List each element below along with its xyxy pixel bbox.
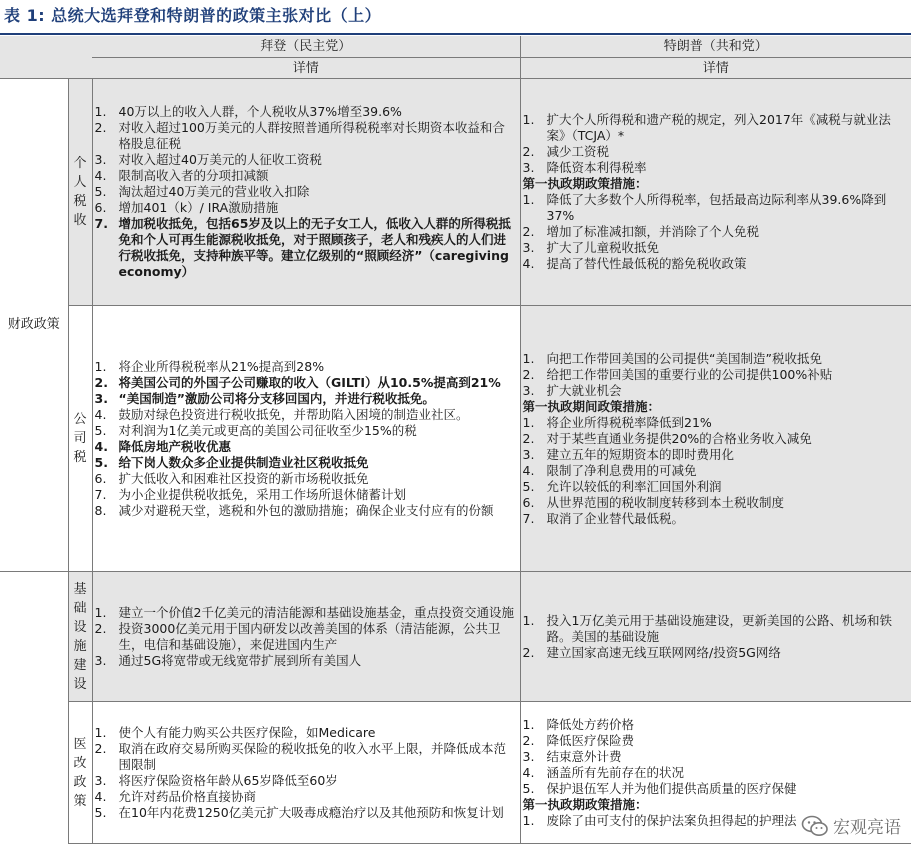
item-number: 5. <box>522 478 535 494</box>
section-row <box>0 79 911 306</box>
item-number: 2. <box>522 366 535 382</box>
list-item <box>522 112 908 144</box>
category-cell-empty <box>0 572 68 702</box>
list-item <box>94 620 516 653</box>
list-item <box>94 788 516 805</box>
item-number: 7. <box>94 486 107 502</box>
item-number: 3. <box>522 382 535 398</box>
item-text: 对收入超过100万美元的人群按照普通所得税税率对长期资本收益和合格股息征税 <box>118 120 505 151</box>
list-item <box>94 604 516 621</box>
item-number: 1. <box>522 192 535 207</box>
item-number: 1. <box>522 112 535 127</box>
item-number: 2. <box>522 644 535 660</box>
item-text: 向把工作带回美国的公司提供“美国制造”税收抵免 <box>546 350 822 366</box>
item-number: 4. <box>94 788 107 804</box>
section-label: 公司税 <box>68 306 92 572</box>
item-text: 将企业所得税税率从21%提高到28% <box>118 358 325 374</box>
item-text: 废除了由可支付的保护法案负担得起的护理法 <box>546 812 797 828</box>
item-text: 扩大个人所得税和遗产税的规定，列入2017年《减税与就业法案》（TCJA）* <box>546 112 891 143</box>
item-text: “美国制造”激励公司将分支移回国内，并进行税收抵免。 <box>118 390 435 406</box>
item-number: 1. <box>94 724 107 740</box>
item-number: 2. <box>522 732 535 748</box>
list-item <box>94 168 516 184</box>
item-text: 保护退伍军人并为他们提供高质量的医疗保健 <box>546 780 797 796</box>
list-item <box>522 224 908 240</box>
header-trump-detail: 详情 <box>520 58 911 79</box>
item-number: 4. <box>522 462 535 478</box>
trump-items <box>520 306 911 572</box>
item-number: 1. <box>522 414 535 430</box>
list-item <box>94 652 516 669</box>
item-number: 2. <box>94 620 107 636</box>
item-number: 6. <box>94 200 107 215</box>
item-text: 扩大了儿童税收抵免 <box>546 240 660 255</box>
item-number: 7. <box>522 510 535 526</box>
item-text: 对于某些直通业务提供20%的合格业务收入减免 <box>546 430 812 446</box>
header-trump: 特朗普（共和党） <box>520 36 911 58</box>
item-text: 在10年内花费1250亿美元扩大吸毒成瘾治疗以及其他预防和恢复计划 <box>118 804 504 820</box>
table-title: 表 1: 总统大选拜登和特朗普的政策主张对比（上） <box>4 6 382 25</box>
item-number: 4. <box>94 438 108 454</box>
item-text: 从世界范围的税收制度转移到本土税收制度 <box>546 494 785 510</box>
item-text: 40万以上的收入人群，个人税收从37%增至39.6% <box>118 104 402 119</box>
item-text: 给下岗人数众多企业提供制造业社区税收抵免 <box>118 454 369 470</box>
list-item <box>522 732 908 749</box>
item-text: 降低医疗保险费 <box>546 732 635 748</box>
list-item <box>94 772 516 789</box>
biden-items <box>92 79 520 306</box>
item-text: 第一执政期间政策措施： <box>522 398 661 414</box>
list-item <box>522 382 908 399</box>
item-text: 将美国公司的外国子公司赚取的收入（GILTI）从10.5%提高到21% <box>118 374 501 390</box>
item-text: 对收入超过40万美元的人征收工资税 <box>118 152 322 167</box>
list-item <box>94 390 516 407</box>
item-number: 3. <box>522 748 535 764</box>
list-item <box>94 502 516 519</box>
item-text: 第一执政期政策措施： <box>522 176 648 191</box>
subheading <box>522 398 908 415</box>
watermark <box>797 811 905 840</box>
item-text: 通过5G将宽带或无线宽带扩展到所有美国人 <box>118 652 362 668</box>
item-text: 允许以较低的利率汇回国外利润 <box>546 478 722 494</box>
item-text: 限制高收入者的分项扣减额 <box>118 168 269 183</box>
list-item <box>94 358 516 375</box>
item-number: 4. <box>94 406 107 422</box>
item-number: 2. <box>94 120 107 135</box>
biden-items <box>92 702 520 844</box>
item-text: 取消在政府交易所购买保险的税收抵免的收入水平上限，并降低成本范围限制 <box>118 740 507 772</box>
item-number: 5. <box>522 780 535 796</box>
item-number: 6. <box>522 494 535 510</box>
list-item <box>522 366 908 383</box>
item-text: 提高了替代性最低税的豁免税收政策 <box>546 256 747 271</box>
list-item <box>522 144 908 160</box>
list-item <box>522 748 908 765</box>
list-item <box>522 478 908 495</box>
list-item <box>94 104 516 120</box>
wechat-icon <box>801 814 829 838</box>
list-item <box>522 256 908 272</box>
item-text: 增加401（k）/ IRA激励措施 <box>118 200 279 215</box>
item-number: 1. <box>94 358 107 374</box>
item-text: 建立一个价值2千亿美元的清洁能源和基础设施基金，重点投资交通设施 <box>118 604 514 620</box>
list-item <box>94 120 516 152</box>
item-text: 建立五年的短期资本的即时费用化 <box>546 446 735 462</box>
list-item <box>94 454 516 471</box>
item-number: 7. <box>94 216 108 231</box>
list-item <box>522 192 908 224</box>
item-text: 允许对药品价格直接协商 <box>118 788 257 804</box>
category-cell-empty <box>0 702 68 844</box>
item-text: 扩大就业机会 <box>546 382 622 398</box>
section-label: 医改政策 <box>68 702 92 844</box>
policy-comparison-table <box>0 36 911 844</box>
list-item <box>522 716 908 733</box>
list-item <box>94 184 516 200</box>
item-text: 增加了标准减扣额，并消除了个人免税 <box>546 224 760 239</box>
item-number: 2. <box>522 224 535 239</box>
biden-items <box>92 572 520 702</box>
item-text: 对利润为1亿美元或更高的美国公司征收至少15%的税 <box>118 422 417 438</box>
item-number: 3. <box>522 160 535 175</box>
subheading <box>522 176 908 192</box>
list-item <box>94 804 516 821</box>
item-number: 5. <box>94 454 108 470</box>
item-number: 3. <box>94 152 107 167</box>
item-text: 淘汰超过40万美元的营业收入扣除 <box>118 184 310 199</box>
item-number: 2. <box>522 144 535 159</box>
item-number: 3. <box>522 240 535 255</box>
list-item <box>94 724 516 741</box>
header-biden-detail: 详情 <box>92 58 520 79</box>
item-number: 3. <box>94 772 107 788</box>
list-item <box>94 438 516 455</box>
list-item <box>522 462 908 479</box>
item-text: 增加税收抵免，包括65岁及以上的无子女工人，低收入人群的所得税抵免和个人可再生能源税收抵免，对于照顾孩子，老人和残疾人的人们进行税收抵免，支持种族平等。建立亿级别的“照顾经济”（caregiving economy） <box>118 216 511 279</box>
item-text: 投资3000亿美元用于国内研发以改善美国的体系（清洁能源，公共卫生，电信和基础设施），来促进国内生产 <box>118 620 501 652</box>
section-label: 个人税收 <box>68 79 92 306</box>
item-text: 扩大低收入和困难社区投资的新市场税收抵免 <box>118 470 369 486</box>
item-text: 结束意外计费 <box>546 748 622 764</box>
item-number: 2. <box>94 740 107 756</box>
item-number: 5. <box>94 184 107 199</box>
list-item <box>522 160 908 176</box>
item-number: 1. <box>94 104 107 119</box>
item-text: 使个人有能力购买公共医疗保险，如Medicare <box>118 724 376 740</box>
item-text: 降低处方药价格 <box>546 716 635 732</box>
item-text: 限制了净利息费用的可减免 <box>546 462 697 478</box>
list-item <box>522 612 908 645</box>
item-text: 第一执政期政策措施： <box>522 796 648 812</box>
category-cell: 财政政策 <box>0 79 68 572</box>
list-item <box>522 446 908 463</box>
list-item <box>94 470 516 487</box>
trump-items <box>520 79 911 306</box>
item-number: 5. <box>94 422 107 438</box>
item-text: 降低资本利得税率 <box>546 160 647 175</box>
list-item <box>94 216 516 280</box>
watermark-text: 宏观亮语 <box>833 818 901 838</box>
list-item <box>94 486 516 503</box>
list-item <box>522 780 908 797</box>
item-number: 1. <box>522 812 535 828</box>
item-text: 取消了企业替代最低税。 <box>546 510 685 526</box>
item-number: 8. <box>94 502 107 518</box>
header-biden: 拜登（民主党） <box>92 36 520 58</box>
list-item <box>522 764 908 781</box>
list-item <box>94 152 516 168</box>
item-text: 涵盖所有先前存在的状况 <box>546 764 685 780</box>
item-number: 2. <box>94 374 108 390</box>
item-number: 2. <box>522 430 535 446</box>
item-number: 3. <box>94 652 107 668</box>
section-row <box>0 306 911 572</box>
item-text: 减少工资税 <box>546 144 610 159</box>
item-number: 3. <box>522 446 535 462</box>
item-text: 为小企业提供税收抵免，采用工作场所退休储蓄计划 <box>118 486 407 502</box>
item-text: 将企业所得税税率降低到21% <box>546 414 712 430</box>
header-corner <box>0 36 92 79</box>
list-item <box>522 240 908 256</box>
list-item <box>94 740 516 773</box>
list-item <box>522 350 908 367</box>
item-text: 将医疗保险资格年龄从65岁降低至60岁 <box>118 772 338 788</box>
list-item <box>522 414 908 431</box>
item-text: 降低房地产税收优惠 <box>118 438 232 454</box>
section-row <box>0 572 911 702</box>
item-text: 给把工作带回美国的重要行业的公司提供100%补贴 <box>546 366 833 382</box>
title-rule <box>0 33 911 35</box>
item-number: 4. <box>94 168 107 183</box>
item-number: 4. <box>522 256 535 271</box>
list-item <box>94 200 516 216</box>
section-row <box>0 702 911 844</box>
list-item <box>94 374 516 391</box>
item-number: 4. <box>522 764 535 780</box>
item-text: 投入1万亿美元用于基础设施建设，更新美国的公路、机场和铁路。美国的基础设施 <box>546 612 892 644</box>
item-number: 5. <box>94 804 107 820</box>
item-number: 1. <box>94 604 107 620</box>
item-number: 1. <box>522 716 535 732</box>
item-number: 3. <box>94 390 108 406</box>
item-text: 降低了大多数个人所得税率，包括最高边际利率从39.6%降到37% <box>546 192 887 223</box>
item-text: 鼓励对绿色投资进行税收抵免，并帮助陷入困境的制造业社区。 <box>118 406 469 422</box>
item-number: 6. <box>94 470 107 486</box>
item-number: 1. <box>522 350 535 366</box>
item-number: 1. <box>522 612 535 628</box>
section-label: 基础设施建设 <box>68 572 92 702</box>
list-item <box>94 422 516 439</box>
list-item <box>522 494 908 511</box>
list-item <box>522 644 908 661</box>
biden-items <box>92 306 520 572</box>
list-item <box>522 430 908 447</box>
trump-items <box>520 572 911 702</box>
list-item <box>94 406 516 423</box>
list-item <box>522 510 908 527</box>
item-text: 减少对避税天堂，逃税和外包的激励措施；确保企业支付应有的份额 <box>118 502 494 518</box>
item-text: 建立国家高速无线互联网网络/投资5G网络 <box>546 644 781 660</box>
